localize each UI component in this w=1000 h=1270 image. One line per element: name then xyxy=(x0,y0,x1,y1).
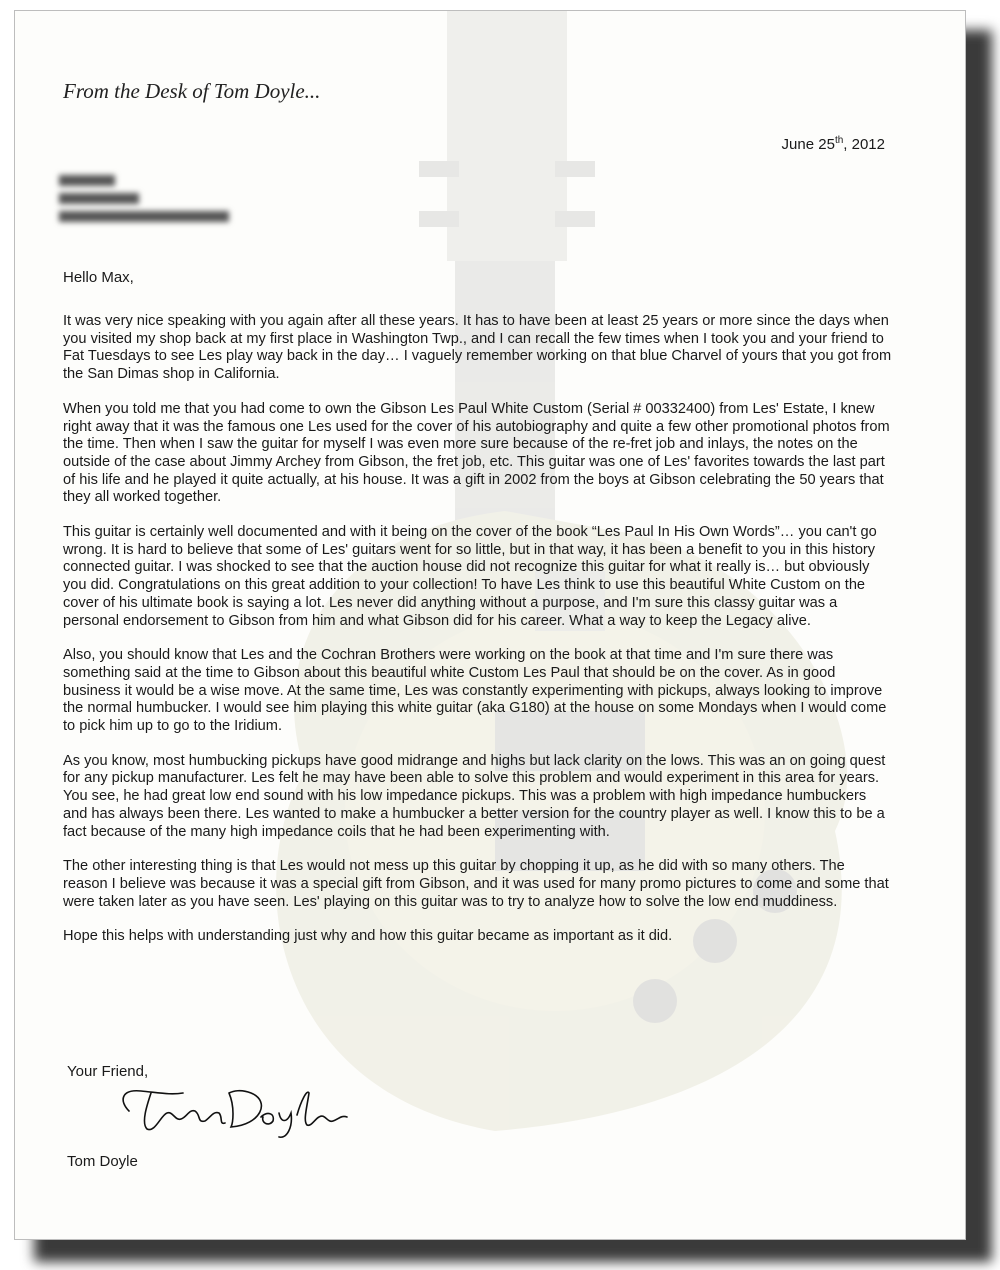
paragraph-4: Also, you should know that Les and the Cochran Brothers were working on the book at that time and I'm sure there was something said at the time to Gibson about this beautiful white Custom Les Paul that should be on the cover. As in good business it would be a wise move. At the same time, Les was constantly experimenting with pickups, always looking to improve the normal humbucker. I would see him playing this white guitar (aka G180) at the house on some Mondays when I would come to pick him up to go to the Iridium. xyxy=(63,647,887,735)
paragraph-5: As you know, most humbucking pickups have good midrange and highs but lack clarity on the lows. This was an on going quest for any pickup manufacturer. Les felt he may have been able to solve this problem and would experiment in this area for years. You see, he had great low end sound with his low impedance pickups. This was a problem with high impedance humbuckers and has always been there. Les wanted to make a humbucker a better version for the country player as well. I know this to be a fact because of the many high impedance coils that he had been experimenting with. xyxy=(63,752,886,840)
letter-date xyxy=(782,135,885,153)
letterhead: From the Desk of Tom Doyle... xyxy=(63,79,321,103)
paragraph-2: When you told me that you had come to own the Gibson Les Paul White Custom (Serial # 00332400) from Les' Estate, I knew right away that it was the famous one Les used for the cover of his autobiography and quite a few other promotional photos from the time. Then when I saw the guitar for myself I was even more sure because of the re-fret job and inlays, the notes on the outside of the case about Jimmy Archey from Gibson, the fret job, etc. This guitar was one of Les' favorites towards the last part of his life and he played it quite actually, at his house. It was a gift in 2002 from the boys at Gibson celebrating the 50 years that they all worked together. xyxy=(63,400,890,506)
paragraph-3: This guitar is certainly well documented and with it being on the cover of the book “Les Paul In His Own Words”… you can't go wrong. It is hard to believe that some of Les' guitars went for so little, but in that way, it has been a benefit to you in this history connected guitar. I was shocked to see that the auction house did not recognize this guitar for what it really is… but obviously you did. Congratulations on this great addition to your collection! To have Les think to use this beautiful White Custom on the cover of his ultimate book is saying a lot. Les never did anything without a purpose, and I'm sure this classy guitar was a personal endorsement to Gibson from him and what Gibson did for his career. What a way to keep the Legacy alive. xyxy=(63,524,877,629)
paragraph-6: The other interesting thing is that Les would not mess up this guitar by chopping it up, as he did with so many others. The reason I believe was because it was a special gift from Gibson, and it was used for many promo pictures to come and some that were taken later as you have seen. Les' playing on this guitar was to try to analyze how to solve the low end muddiness. xyxy=(63,858,889,910)
closing: Your Friend, xyxy=(67,1063,149,1080)
date-year: , 2012 xyxy=(843,136,885,153)
paragraph-1: It was very nice speaking with you again after all these years. It has to have been at least 25 years or more since the days when you visited my shop back at my first place in Washington Twp., and I can recall the few times when I took you and your friend to Fat Tuesdays to see Les play way back in the day… I vaguely remember working on that blue Charvel of yours that you got from the San Dimas shop in California. xyxy=(63,313,892,383)
handwritten-signature xyxy=(111,1071,371,1141)
salutation: Hello Max, xyxy=(63,269,134,286)
date-suffix: th xyxy=(834,135,844,146)
letter-page xyxy=(14,10,966,1240)
paragraph-7: Hope this helps with understanding just why and how this guitar became as important as it did. xyxy=(63,928,673,945)
letter-body xyxy=(63,313,893,963)
date-main: June 25 xyxy=(781,136,835,153)
signer-name: Tom Doyle xyxy=(67,1153,138,1170)
blurred-recipient-address xyxy=(59,171,229,222)
